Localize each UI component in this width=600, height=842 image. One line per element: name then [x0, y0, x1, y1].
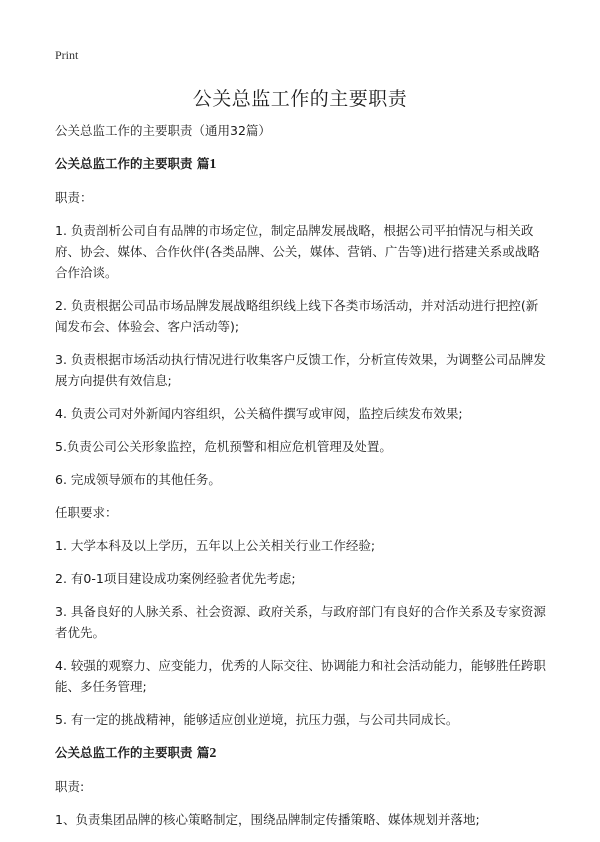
duty-item: 5.负责公司公关形象监控，危机预警和相应危机管理及处置。 — [55, 439, 392, 454]
section-heading-number: 2 — [209, 746, 217, 761]
duty-item: 3. 负责根据市场活动执行情况进行收集客户反馈工作，分析宣传效果，为调整公司品牌发展方向提供有效信息; — [55, 352, 546, 388]
duties-label: 职责： — [55, 190, 93, 205]
document-intro: 公关总监工作的主要职责（通用32篇） — [55, 123, 271, 138]
requirement-item: 3. 具备良好的人脉关系、社会资源、政府关系，与政府部门有良好的合作关系及专家资源者优先。 — [55, 604, 546, 640]
requirements-label: 任职要求： — [55, 505, 118, 520]
document-body — [55, 120, 550, 842]
section-heading-text: 公关总监工作的主要职责 篇 — [55, 745, 210, 760]
section-heading-text: 公关总监工作的主要职责 篇 — [55, 156, 210, 171]
duty-item: 1. 负责剖析公司自有品牌的市场定位，制定品牌发展战略，根据公司平拍情况与相关政府、协会、媒体、合作伙伴(各类品牌、公关，媒体、营销、广告等)进行搭建关系或战略合作洽谈。 — [55, 223, 540, 280]
print-link[interactable]: Print — [55, 48, 79, 62]
section-heading — [55, 742, 550, 764]
requirement-item: 2. 有0-1项目建设成功案例经验者优先考虑; — [55, 571, 296, 586]
requirement-item: 1. 大学本科及以上学历，五年以上公关相关行业工作经验; — [55, 538, 376, 553]
duty-item: 6. 完成领导颁布的其他任务。 — [55, 472, 221, 487]
section-heading — [55, 153, 550, 175]
duty-item: 4. 负责公司对外新闻内容组织，公关稿件撰写或审阅，监控后续发布效果; — [55, 406, 463, 421]
duty-item: 1、负责集团品牌的核心策略制定，围绕品牌制定传播策略、媒体规划并落地; — [55, 812, 480, 827]
requirement-item: 4. 较强的观察力、应变能力，优秀的人际交往、协调能力和社会活动能力，能够胜任跨职能、多任务管理; — [55, 658, 546, 694]
document-title: 公关总监工作的主要职责 — [192, 88, 408, 110]
requirement-item: 5. 有一定的挑战精神，能够适应创业逆境，抗压力强，与公司共同成长。 — [55, 712, 459, 727]
duties-label: 职责: — [55, 779, 85, 794]
section-heading-number: 1 — [209, 157, 217, 172]
duty-item: 2. 负责根据公司品市场品牌发展战略组织线上线下各类市场活动，并对活动进行把控(新闻发布会、体验会、客户活动等); — [55, 298, 539, 334]
